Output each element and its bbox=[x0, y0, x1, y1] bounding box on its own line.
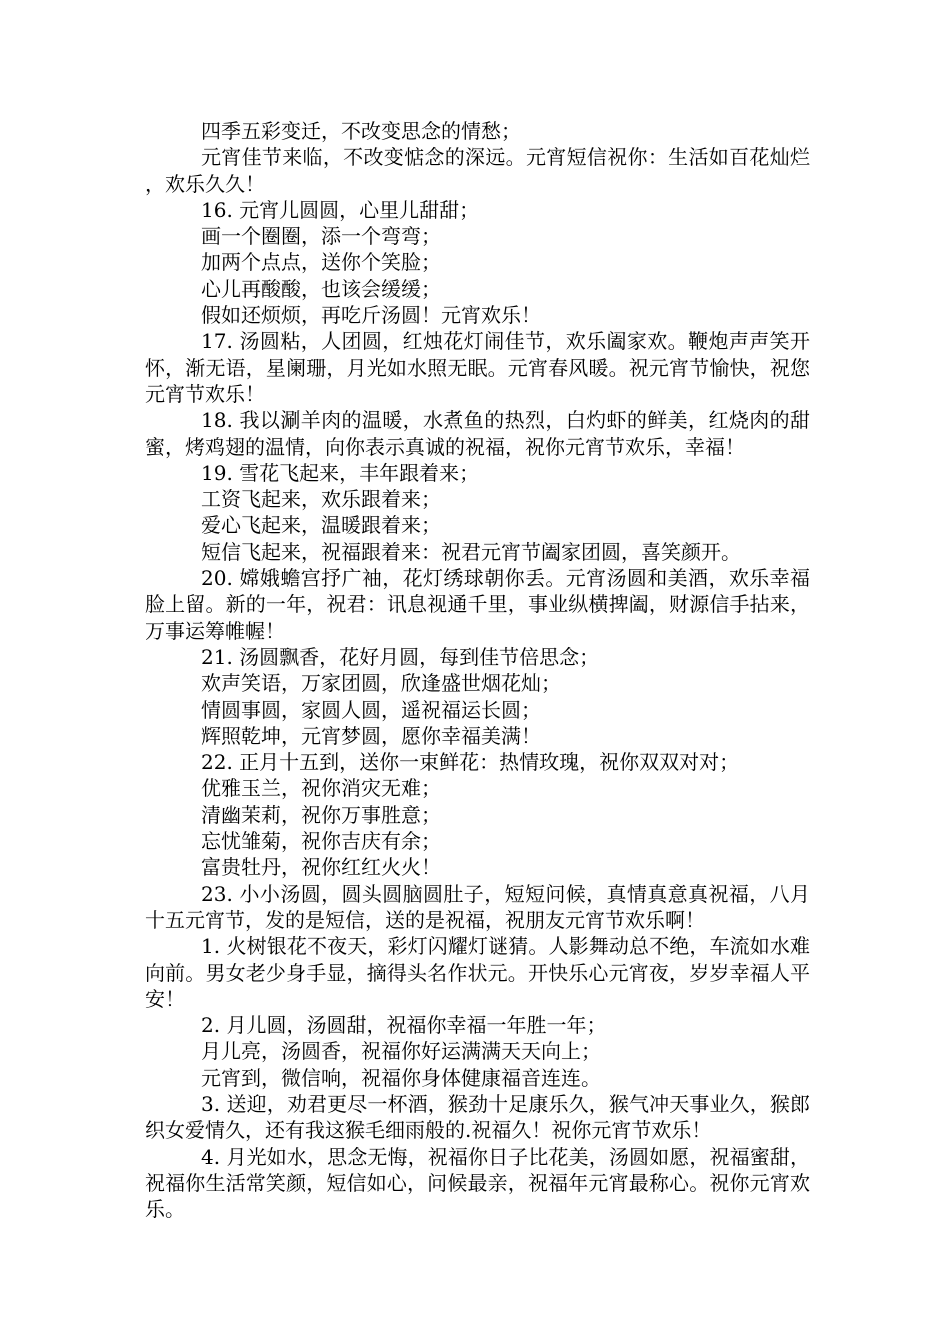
paragraph: 23. 小小汤圆，圆头圆脑圆肚子，短短问候，真情真意真祝福，八月十五元宵节，发的是短信，送的是祝福，祝朋友元宵节欢乐啊！ bbox=[145, 881, 810, 932]
paragraph: 忘忧雏菊，祝你吉庆有余； bbox=[201, 829, 441, 854]
paragraph: 元宵佳节来临，不改变惦念的深远。元宵短信祝你：生活如百花灿烂，欢乐久久！ bbox=[145, 145, 810, 196]
paragraph: 画一个圈圈，添一个弯弯； bbox=[201, 224, 441, 249]
paragraph: 元宵到，微信响，祝福你身体健康福音连连。 bbox=[201, 1065, 601, 1090]
paragraph: 21. 汤圆飘香，花好月圆，每到佳节倍思念； bbox=[201, 644, 600, 669]
paragraph: 3. 送迎，劝君更尽一杯酒，猴劲十足康乐久，猴气冲天事业久，猴郎织女爱情久，还有我这猴毛细雨般的.祝福久！祝你元宵节欢乐！ bbox=[145, 1091, 810, 1143]
paragraph: 19. 雪花飞起来，丰年跟着来； bbox=[201, 460, 480, 485]
paragraph: 月儿亮，汤圆香，祝福你好运满满天天向上； bbox=[201, 1039, 601, 1064]
paragraph: 工资飞起来，欢乐跟着来； bbox=[201, 487, 441, 512]
paragraph: 22. 正月十五到，送你一束鲜花：热情玫瑰，祝你双双对对； bbox=[201, 750, 740, 775]
paragraph: 18. 我以涮羊肉的温暖，水煮鱼的热烈，白灼虾的鲜美，红烧肉的甜蜜，烤鸡翅的温情，向你表示真诚的祝福，祝你元宵节欢乐，幸福！ bbox=[145, 408, 810, 459]
paragraph: 情圆事圆，家圆人圆，遥祝福运长圆； bbox=[201, 697, 541, 722]
paragraph: 心儿再酸酸，也该会缓缓； bbox=[201, 276, 441, 301]
paragraph: 1. 火树银花不夜天，彩灯闪耀灯谜猜。人影舞动总不绝，车流如水难向前。男女老少身手显，摘得头名作状元。开快乐心元宵夜，岁岁幸福人平安！ bbox=[145, 934, 810, 1011]
paragraph: 4. 月光如水，思念无悔，祝福你日子比花美，汤圆如愿，祝福蜜甜，祝福你生活常笑颜，短信如心，问候最亲，祝福年元宵最称心。祝你元宵欢乐。 bbox=[145, 1144, 810, 1222]
paragraph: 假如还烦烦，再吃斤汤圆！元宵欢乐！ bbox=[201, 303, 541, 328]
paragraph: 清幽茉莉，祝你万事胜意； bbox=[201, 802, 441, 827]
paragraph: 20. 嫦娥蟾宫抒广袖，花灯绣球朝你丢。元宵汤圆和美酒，欢乐幸福脸上留。新的一年，祝君：讯息视通千里，事业纵横捭阖，财源信手拈来，万事运筹帷幄！ bbox=[145, 566, 810, 643]
paragraph: 17. 汤圆粘，人团圆，红烛花灯闹佳节，欢乐阖家欢。鞭炮声声笑开怀，渐无语，星阑珊，月光如水照无眠。元宵春风暖。祝元宵节愉快，祝您元宵节欢乐！ bbox=[145, 329, 810, 406]
paragraph: 四季五彩变迁，不改变思念的情愁； bbox=[201, 119, 521, 143]
paragraph: 短信飞起来，祝福跟着来：祝君元宵节阖家团圆，喜笑颜开。 bbox=[201, 539, 741, 564]
paragraph: 爱心飞起来，温暖跟着来； bbox=[201, 513, 441, 538]
document-body bbox=[145, 118, 810, 1222]
paragraph: 辉照乾坤，元宵梦圆，愿你幸福美满！ bbox=[201, 723, 541, 748]
paragraph: 加两个点点，送你个笑脸； bbox=[201, 250, 441, 275]
paragraph: 16. 元宵儿圆圆，心里儿甜甜； bbox=[201, 197, 480, 222]
paragraph: 欢声笑语，万家团圆，欣逢盛世烟花灿； bbox=[201, 671, 561, 696]
paragraph: 富贵牡丹，祝你红红火火！ bbox=[201, 855, 441, 880]
paragraph: 2. 月儿圆，汤圆甜，祝福你幸福一年胜一年； bbox=[201, 1013, 607, 1038]
paragraph: 优雅玉兰，祝你消灾无难； bbox=[201, 776, 441, 801]
